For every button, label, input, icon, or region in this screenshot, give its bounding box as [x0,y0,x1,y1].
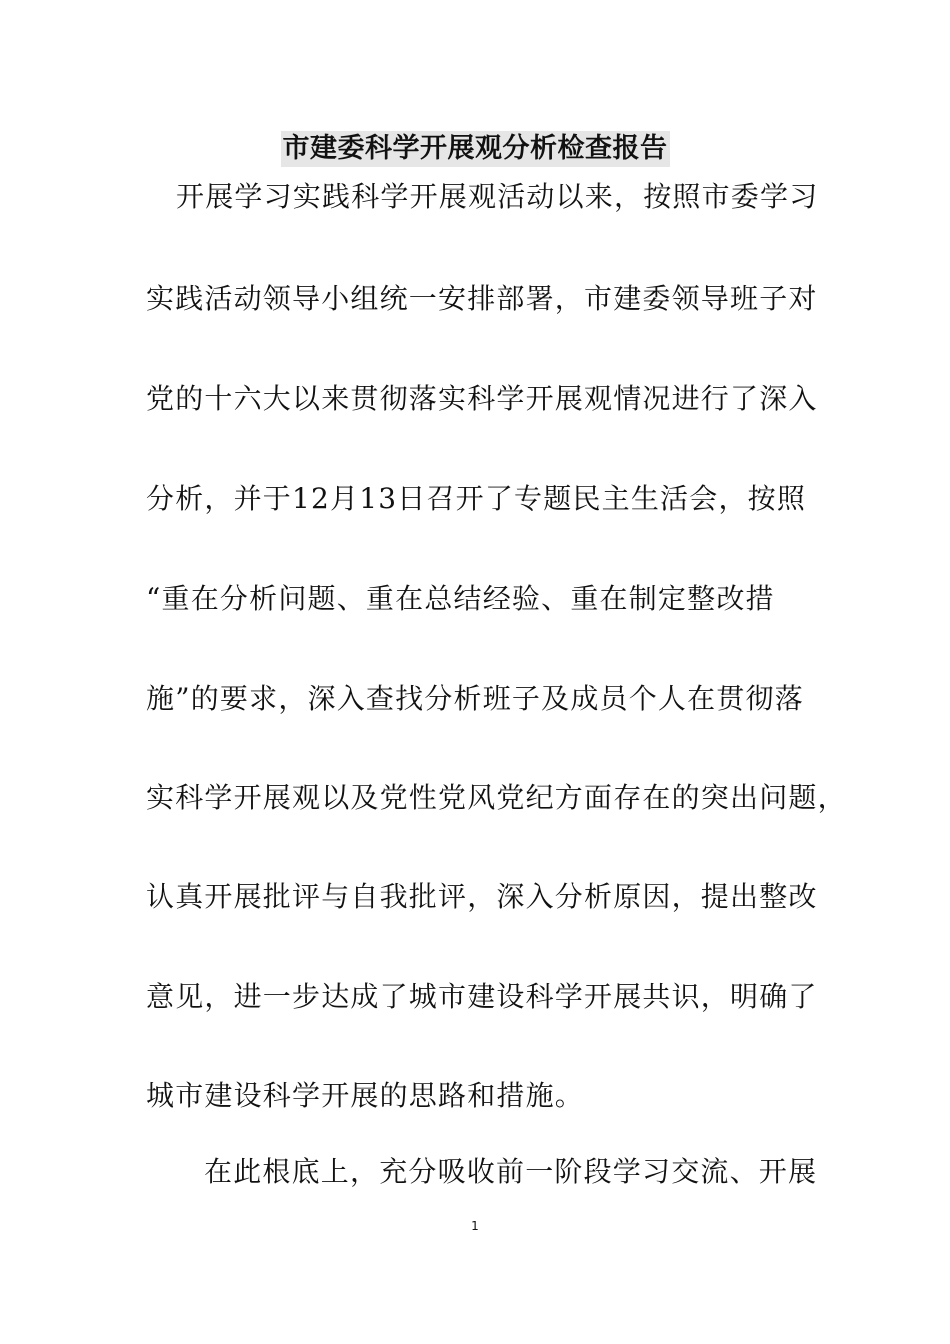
paragraph-line: 在此根底上，充分吸收前一阶段学习交流、开展 [204,1155,818,1188]
paragraph-line: 分析，并于12月13日召开了专题民主生活会，按照 [146,482,807,515]
paragraph-line: 城市建设科学开展的思路和措施。 [146,1079,585,1112]
paragraph-line: 实践活动领导小组统一安排部署，市建委领导班子对 [146,282,818,315]
paragraph-line: “重在分析问题、重在总结经验、重在制定整改措 [146,582,775,615]
document-title: 市建委科学开展观分析检查报告 [281,131,670,167]
page-number: 1 [471,1219,479,1233]
paragraph-line: 开展学习实践科学开展观活动以来，按照市委学习 [176,180,819,213]
paragraph-line: 认真开展批评与自我批评，深入分析原因，提出整改 [146,880,818,913]
paragraph-line: 施”的要求，深入查找分析班子及成员个人在贯彻落 [146,682,804,715]
paragraph-line: 实科学开展观以及党性党风党纪方面存在的突出问题， [146,781,847,814]
paragraph-line: 党的十六大以来贯彻落实科学开展观情况进行了深入 [146,382,818,415]
paragraph-line: 意见，进一步达成了城市建设科学开展共识，明确了 [146,980,818,1013]
title-container [0,131,950,167]
